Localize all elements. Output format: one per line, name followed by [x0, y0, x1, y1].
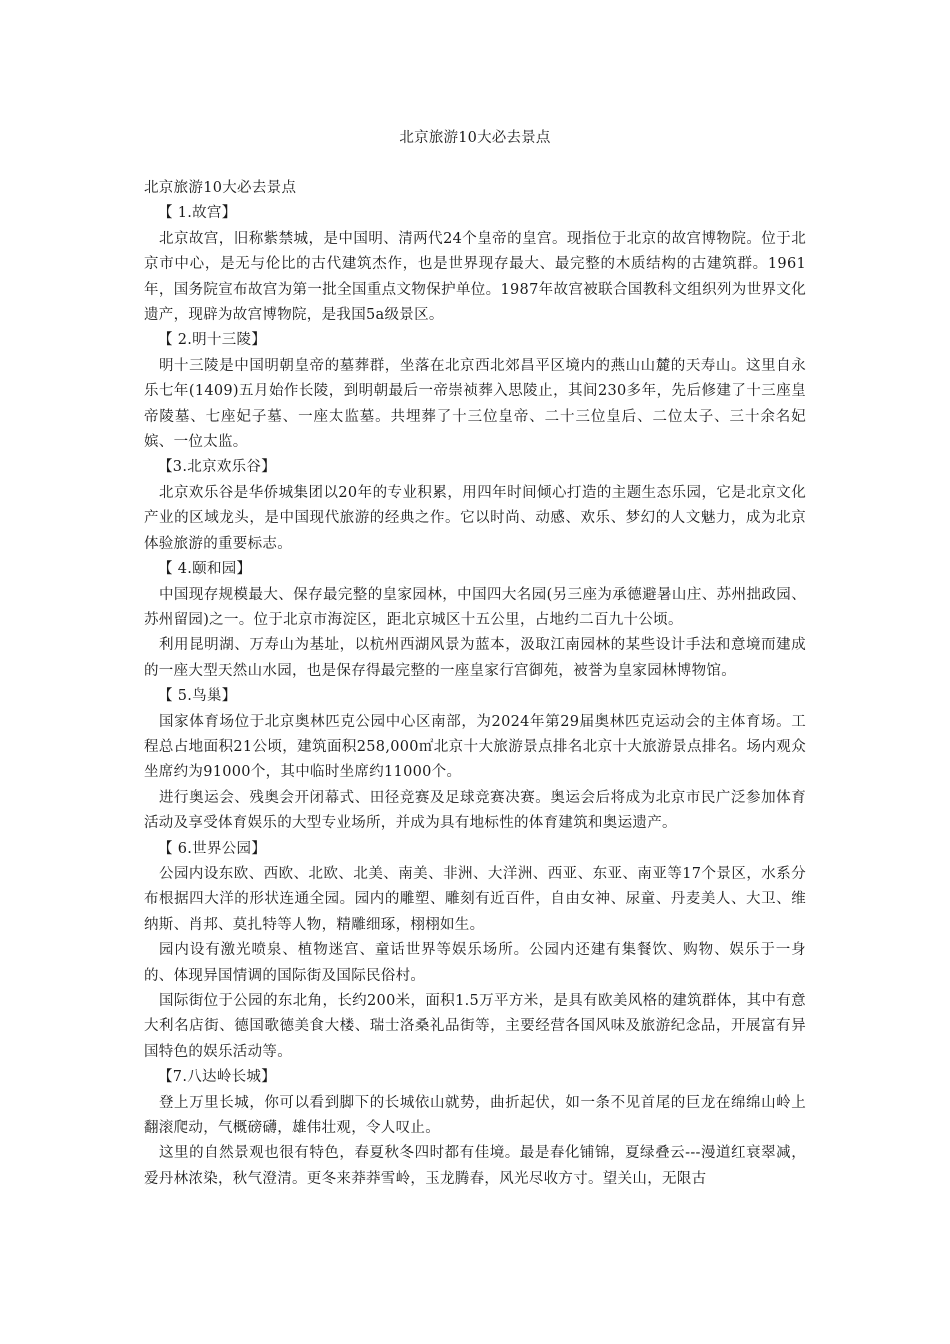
document-subtitle: 北京旅游10大必去景点: [144, 180, 297, 196]
section-heading-badaling: 【7.八达岭长城】: [158, 1069, 277, 1086]
section-heading-birds-nest: 【 5.鸟巢】: [158, 688, 237, 705]
section-paragraph: 中国现存规模最大、保存最完整的皇家园林，中国四大名园(另三座为承德避暑山庄、苏州拙政园、苏州留园)之一。位于北京市海淀区，距北京城区十五公里，占地约二百九十公顷。: [144, 586, 806, 628]
section-paragraph: 园内设有激光喷泉、植物迷宫、童话世界等娱乐场所。公园内还建有集餐饮、购物、娱乐于一身的、体现异国情调的国际街及国际民俗村。: [144, 942, 806, 984]
section-paragraph: 利用昆明湖、万寿山为基址，以杭州西湖风景为蓝本，汲取江南园林的某些设计手法和意境而建成的一座大型天然山水园，也是保存得最完整的一座皇家行宫御苑，被誉为皇家园林博物馆。: [144, 637, 806, 679]
section-heading-ming-tombs: 【 2.明十三陵】: [158, 332, 267, 349]
section-paragraph: 国际街位于公园的东北角，长约200米，面积1.5万平方米，是具有欧美风格的建筑群体，其中有意大利名店街、德国歌德美食大楼、瑞士洛桑礼品街等，主要经营各国风味及旅游纪念品，开展富有异国特色的娱乐活动等。: [144, 993, 806, 1060]
document-page: [144, 0, 806, 1192]
section-paragraph: 登上万里长城，你可以看到脚下的长城依山就势，曲折起伏，如一条不见首尾的巨龙在绵绵山岭上翻滚爬动，气概磅礴，雄伟壮观，令人叹止。: [144, 1094, 806, 1137]
document-title: 北京旅游10大必去景点: [399, 130, 551, 146]
section-paragraph: 国家体育场位于北京奥林匹克公园中心区南部，为2024年第29届奥林匹克运动会的主体育场。工程总占地面积21公顷，建筑面积258,000㎡北京十大旅游景点排名北京十大旅游景点排名。场内观众坐席约为91000个，其中临时坐席约11000个。: [144, 713, 806, 781]
section-paragraph: 明十三陵是中国明朝皇帝的墓葬群，坐落在北京西北郊昌平区境内的燕山山麓的天寿山。这里自永乐七年(1409)五月始作长陵，到明朝最后一帝崇祯葬入思陵止，其间230多年，先后修建了十三座皇帝陵墓、七座妃子墓、一座太监墓。共埋葬了十三位皇帝、二十三位皇后、二位太子、三十余名妃嫔、一位太监。: [144, 357, 806, 451]
section-heading-happy-valley: 【3.北京欢乐谷】: [158, 459, 277, 476]
section-paragraph: 公园内设东欧、西欧、北欧、北美、南美、非洲、大洋洲、西亚、东亚、南亚等17个景区，水系分布根据四大洋的形状连通全园。园内的雕塑、雕刻有近百件，自由女神、尿童、丹麦美人、大卫、维纳斯、肖邦、莫扎特等人物，精雕细琢，栩栩如生。: [144, 865, 806, 933]
section-heading-gugong: 【 1.故宫】: [158, 205, 237, 222]
section-paragraph: 这里的自然景观也很有特色，春夏秋冬四时都有佳境。最是春化铺锦，夏绿叠云---漫道红衰翠减，爱丹林浓染，秋气澄清。更冬来莽莽雪岭，玉龙腾春，风光尽收方寸。望关山，无限古: [144, 1145, 806, 1187]
section-heading-summer-palace: 【 4.颐和园】: [158, 561, 252, 578]
section-paragraph: 北京欢乐谷是华侨城集团以20年的专业积累，用四年时间倾心打造的主题生态乐园，它是北京文化产业的区域龙头，是中国现代旅游的经典之作。它以时尚、动感、欢乐、梦幻的人文魅力，成为北京体验旅游的重要标志。: [144, 484, 806, 552]
section-paragraph: 进行奥运会、残奥会开闭幕式、田径竞赛及足球竞赛决赛。奥运会后将成为北京市民广泛参加体育活动及享受体育娱乐的大型专业场所，并成为具有地标性的体育建筑和奥运遗产。: [144, 789, 806, 832]
section-heading-world-park: 【 6.世界公园】: [158, 840, 267, 857]
document-body: [144, 176, 806, 1192]
section-paragraph: 北京故宫，旧称紫禁城，是中国明、清两代24个皇帝的皇宫。现指位于北京的故宫博物院。位于北京市中心，是无与伦比的古代建筑杰作，也是世界现存最大、最完整的木质结构的古建筑群。1961年，国务院宣布故宫为第一批全国重点文物保护单位。1987年故宫被联合国教科文组织列为世界文化遗产，现辟为故宫博物院，是我国5a级景区。: [144, 230, 806, 324]
